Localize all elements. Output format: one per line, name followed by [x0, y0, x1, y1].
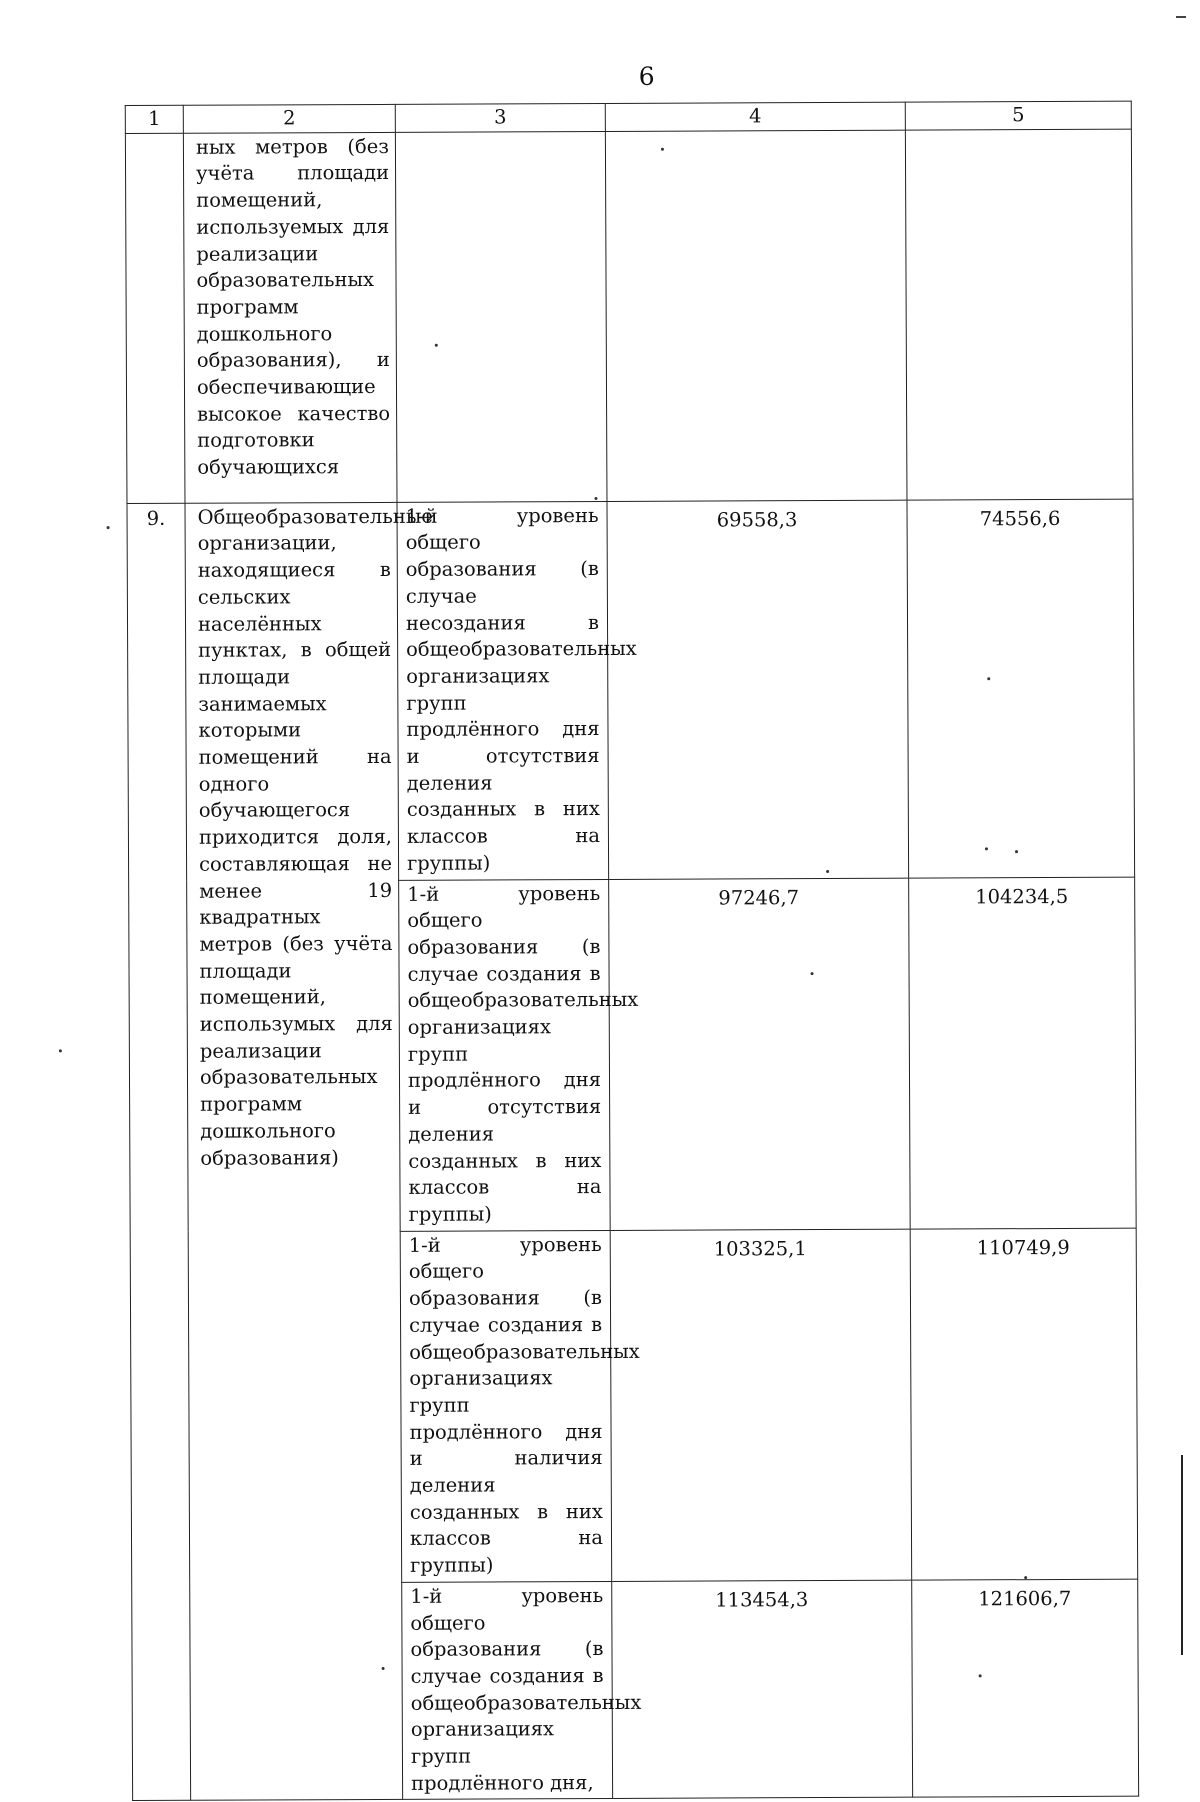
- scan-speck: [1024, 1576, 1027, 1579]
- value-cell: [905, 129, 1133, 500]
- table-row: [125, 129, 1133, 503]
- value-cell: 104234,5: [909, 877, 1137, 1229]
- value-cell: 74556,6: [907, 499, 1135, 878]
- scan-speck: [987, 677, 990, 680]
- scan-speck: [59, 1049, 62, 1052]
- level-cell: 1-й уровень общего образования (в случае создания в общеобразовательных организациях групп продлённого дня и наличия деления созданных в них классов на группы): [400, 1230, 612, 1582]
- value-cell: 121606,7: [912, 1579, 1139, 1798]
- value-cell: 69558,3: [607, 500, 909, 879]
- scan-speck: [1015, 850, 1018, 853]
- scan-edge-line: [1181, 1455, 1183, 1655]
- level-cell: [395, 131, 607, 502]
- page-number: 6: [638, 61, 655, 91]
- level-cell: 1-й уровень общего образования (в случае создания в общеобразовательных организациях групп продлённого дня,: [402, 1581, 613, 1800]
- table-header-row: [125, 101, 1131, 133]
- level-cell: 1-й уровень общего образования (в случае создания в общеобразовательных организациях групп продлённого дня и отсутствия деления созданных в них классов на группы): [399, 879, 611, 1231]
- value-cell: 110749,9: [910, 1228, 1138, 1580]
- value-cell: 113454,3: [612, 1580, 913, 1799]
- data-table: [125, 101, 1139, 1802]
- scan-speck: [811, 972, 814, 975]
- row-number-cell: 9.: [127, 503, 191, 1801]
- column-header: 4: [605, 102, 905, 131]
- row-number-cell: [125, 133, 185, 503]
- scan-speck: [826, 870, 829, 873]
- table-row: [127, 499, 1135, 881]
- scan-speck: [594, 497, 597, 500]
- column-header: 2: [183, 104, 395, 133]
- column-header: 5: [905, 101, 1131, 130]
- level-cell: 1-й уровень общего образования (в случае несоздания в общеобразовательных организациях групп продлённого дня и отсутствия деления созданных в них классов на группы): [397, 501, 609, 880]
- scan-speck: [435, 344, 438, 347]
- scan-speck: [661, 148, 664, 151]
- column-header: 3: [395, 103, 605, 132]
- column-header: 1: [125, 105, 183, 133]
- scan-mark: [1176, 16, 1186, 18]
- scan-speck: [107, 526, 110, 529]
- scan-speck: [985, 847, 988, 850]
- scan-speck: [382, 1667, 385, 1670]
- continued-description-cell: ных метров (без учёта площади помещений, используемых для реализации образовательных программ дошкольного образования), и обеспечивающие высокое качество подготовки обучающихся: [183, 132, 397, 503]
- value-cell: 103325,1: [610, 1229, 912, 1581]
- value-cell: 97246,7: [609, 878, 911, 1230]
- description-cell: Общеобразовательные организации, находящиеся в сельских населённых пунктах, в общей площади занимаемых которыми помещений на одного обучающегося приходится доля, составляющая не менее 19 квадратных метров (без учёта площади помещений, использумых для реализации образовательных программ дошкольного образования): [185, 502, 403, 1801]
- value-cell: [605, 130, 907, 501]
- scan-speck: [979, 1674, 982, 1677]
